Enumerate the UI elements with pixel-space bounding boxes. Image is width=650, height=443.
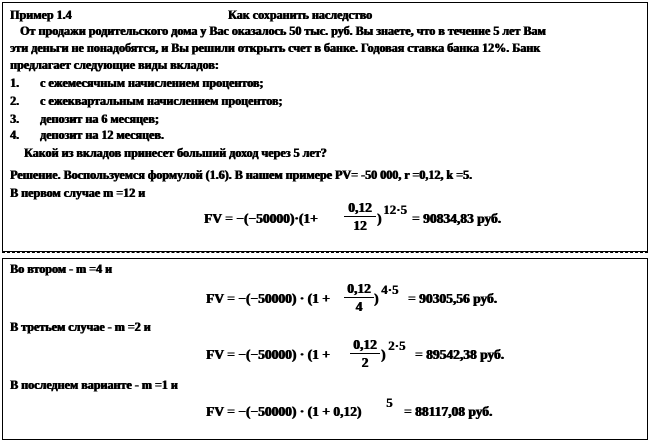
formula-2-lhs: FV = −(−50000) · (1 + [206, 291, 330, 306]
problem-line-3: предлагает следующие виды вкладов: [10, 58, 219, 72]
option-text: с ежеквартальным начислением процентов; [40, 94, 283, 108]
case4-label: В последнем варианте - m =1 и [10, 378, 178, 392]
formula-1-fraction [344, 200, 376, 233]
option-number: 3. [10, 112, 20, 126]
option-text: депозит на 6 месяцев; [40, 112, 159, 126]
formula-3-lhs: FV = −(−50000) · (1 + [206, 347, 330, 362]
formula-3-numerator: 0,12 [353, 337, 377, 352]
formula-1-close: ) [377, 211, 382, 226]
formula-4-exponent: 5 [386, 395, 393, 410]
formula-2-close: ) [374, 291, 379, 306]
option-number: 2. [10, 94, 20, 108]
formula-3-denominator: 2 [361, 355, 369, 370]
option-text: депозит на 12 месяцев. [40, 128, 164, 142]
section-divider [2, 252, 648, 253]
problem-title: Как сохранить наследство [228, 8, 373, 22]
option-number: 4. [10, 128, 20, 142]
formula-3-fraction [350, 337, 380, 370]
option-number: 1. [10, 76, 20, 90]
formula-2-numerator: 0,12 [347, 281, 371, 296]
case2-label: Во втором - m =4 и [10, 262, 112, 276]
formula-3-close: ) [381, 347, 386, 362]
formula-1-lhs: FV = −(−50000)·(1+ [204, 211, 318, 226]
formula-4-result: = 88117,08 руб. [404, 404, 493, 419]
question: Какой из вкладов принесет больший доход через 5 лет? [24, 146, 327, 160]
formula-3-result: = 89542,38 руб. [415, 347, 505, 362]
formula-1-numerator: 0,12 [348, 200, 372, 215]
formula-2-result: = 90305,56 руб. [408, 291, 498, 306]
formula-2-fraction [344, 281, 374, 314]
solution-line: Решение. Воспользуемся формулой (1.6). В нашем примере PV= -50 000, r =0,12, k =5. [10, 168, 473, 182]
problem-line-1: От продажи родительского дома у Вас оказалось 50 тыс. руб. Вы знаете, что в течение 5 лет Вам [20, 24, 546, 38]
formula-2-denominator: 4 [355, 299, 363, 314]
formula-1-exponent: 12·5 [383, 202, 407, 217]
formula-1-denominator: 12 [353, 218, 367, 233]
formula-1-result: = 90834,83 руб. [412, 211, 502, 226]
formula-2-exponent: 4·5 [381, 282, 399, 297]
top-frame [2, 2, 648, 252]
example-title: Пример 1.4 [10, 8, 72, 22]
formula-3-exponent: 2·5 [388, 338, 406, 353]
case1-label: В первом случае m =12 и [10, 186, 146, 200]
option-text: с ежемесячным начислением процентов; [40, 76, 264, 90]
formula-4-lhs: FV = −(−50000) · (1 + 0,12) [206, 404, 362, 419]
case3-label: В третьем случае - m =2 и [10, 320, 151, 334]
problem-line-2: эти деньги не понадобятся, и Вы решили открыть счет в банке. Годовая ставка банка 12%. Банк [10, 41, 541, 55]
